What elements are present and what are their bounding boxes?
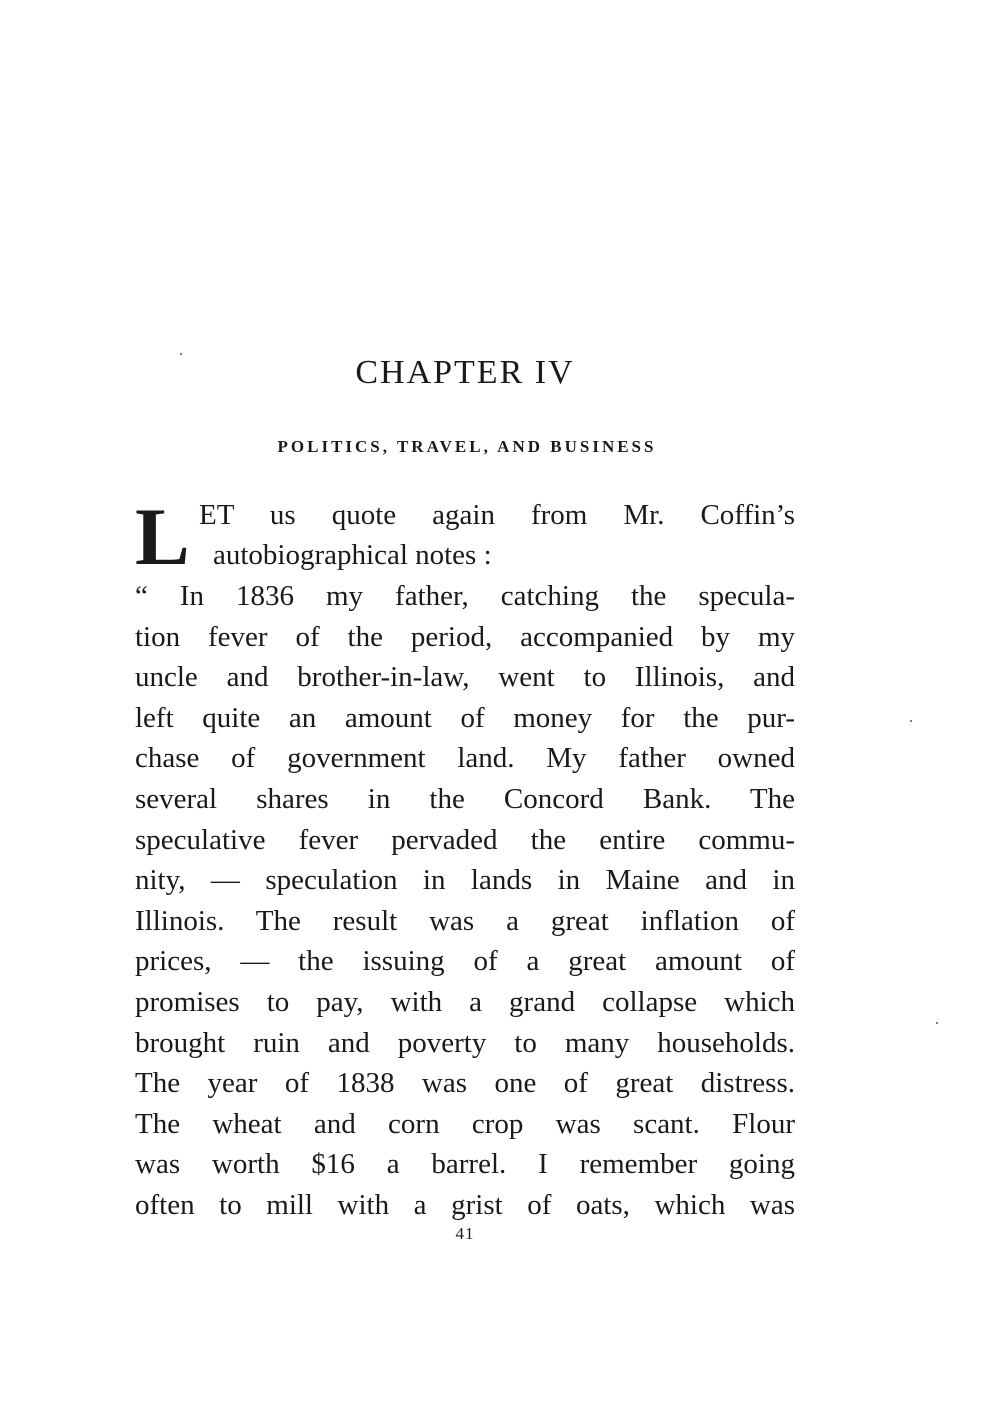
text-line: uncle and brother-in-law, went to Illinois, and xyxy=(135,661,795,694)
opening-line: autobiographical notes : xyxy=(213,539,492,571)
body-text xyxy=(135,491,795,1226)
text-line: several shares in the Concord Bank. The xyxy=(135,782,795,815)
text-line: The wheat and corn crop was scant. Flour xyxy=(135,1107,795,1140)
text-line: was worth $16 a barrel. I remember going xyxy=(135,1148,795,1181)
opening-paragraph xyxy=(135,491,795,582)
text-line: often to mill with a grist of oats, which was xyxy=(135,1188,795,1221)
chapter-subtitle: POLITICS, TRAVEL, AND BUSINESS xyxy=(277,437,657,456)
page-number: 41 xyxy=(455,1224,475,1243)
opening-lines xyxy=(199,495,795,575)
drop-cap: L xyxy=(135,491,190,582)
chapter-title: CHAPTER IV xyxy=(355,354,575,391)
text-line: chase of government land. My father owned xyxy=(135,742,795,775)
text-line: nity, — speculation in lands in Maine and in xyxy=(135,864,795,897)
text-line: Illinois. The result was a great inflation of xyxy=(135,904,795,937)
text-line: The year of 1838 was one of great distress. xyxy=(135,1067,795,1100)
text-line: left quite an amount of money for the pur- xyxy=(135,701,795,734)
paper-speck xyxy=(910,720,912,722)
text-line: prices, — the issuing of a great amount of xyxy=(135,945,795,978)
text-line: “ In 1836 my father, catching the specula- xyxy=(135,580,795,612)
text-line: promises to pay, with a grand collapse which xyxy=(135,985,795,1018)
text-line: speculative fever pervaded the entire commu- xyxy=(135,823,795,856)
text-line: tion fever of the period, accompanied by my xyxy=(135,620,795,653)
opening-line: ET us quote again from Mr. Coffin’s xyxy=(199,499,795,531)
text-line: brought ruin and poverty to many households. xyxy=(135,1026,795,1059)
paper-speck xyxy=(936,1022,938,1024)
